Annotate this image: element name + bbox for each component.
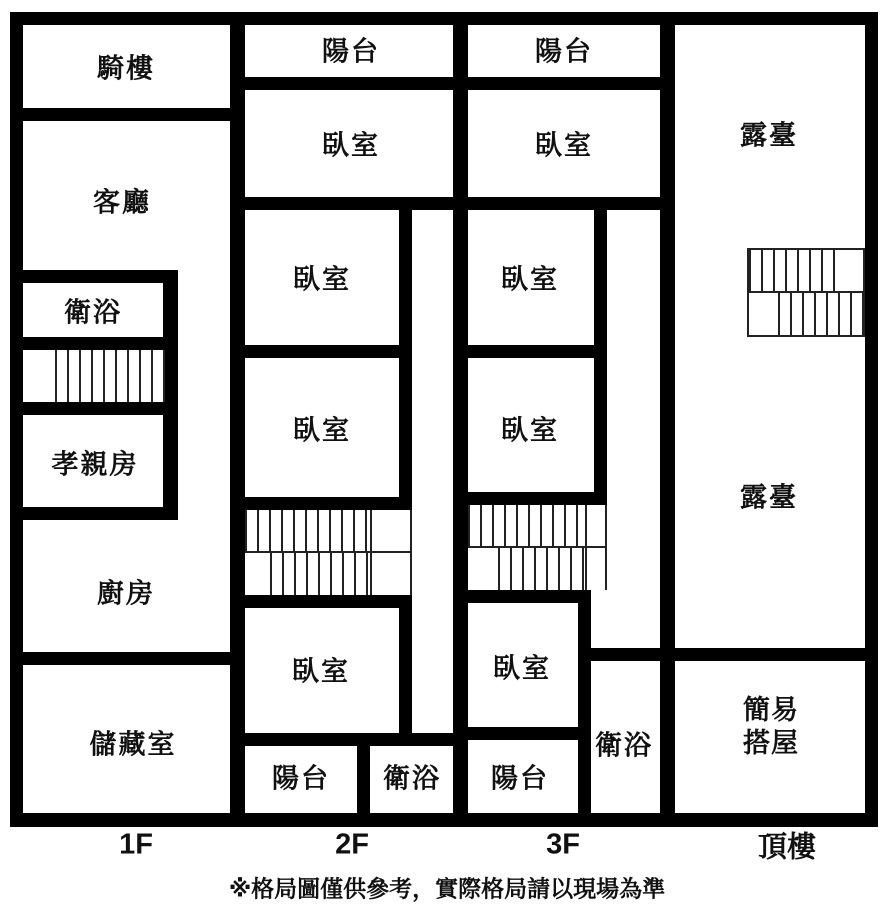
disclaimer-text: ※格局圖僅供參考，實際格局請以現場為準 xyxy=(228,875,666,902)
wall-outer-right xyxy=(865,12,878,827)
room-arcade: 騎樓 xyxy=(97,53,155,84)
wall-3f-stairs-top xyxy=(453,492,607,505)
wall-separator-1f-2f xyxy=(230,12,245,827)
room-bathroom-1f: 衛浴 xyxy=(64,297,122,328)
stairs-roof xyxy=(747,248,865,337)
floor-label-roof: 頂樓 xyxy=(757,831,817,864)
wall-2f-bedroom1-bottom xyxy=(238,197,460,210)
stairs-3f xyxy=(468,505,607,590)
stair-treads xyxy=(468,505,587,546)
stair-treads xyxy=(749,250,835,291)
wall-outer-top xyxy=(10,12,878,25)
wall-1f-bath-bottom xyxy=(15,337,170,350)
room-bedroom-2f-2: 臥室 xyxy=(293,264,351,295)
room-balcony-3f-top: 陽台 xyxy=(535,36,593,67)
stair-edge xyxy=(605,505,607,590)
floor-label-3f: 3F xyxy=(546,828,580,861)
wall-1f-living-bottom xyxy=(15,270,178,283)
wall-2f-bottomrow-top xyxy=(238,733,460,746)
room-balcony-2f-bottom: 陽台 xyxy=(272,763,330,794)
room-bathroom-3f: 衛浴 xyxy=(595,730,653,761)
wall-3f-stairs-bottom xyxy=(453,590,591,603)
room-bedroom-2f-4: 臥室 xyxy=(292,656,350,687)
room-storage: 儲藏室 xyxy=(89,729,177,760)
wall-3f-bedroom4-bottom xyxy=(453,727,591,740)
stair-treads xyxy=(270,553,372,595)
room-balcony-3f-bottom: 陽台 xyxy=(491,763,549,794)
stair-treads xyxy=(498,548,587,590)
wall-roof-shed-top xyxy=(660,648,878,661)
wall-1f-parents-bottom xyxy=(15,507,170,520)
wall-3f-corridor-left xyxy=(594,210,607,492)
wall-outer-left xyxy=(10,12,23,827)
floor-label-2f: 2F xyxy=(335,828,369,861)
room-terrace-upper: 露臺 xyxy=(740,120,798,151)
room-bedroom-3f-3: 臥室 xyxy=(501,415,559,446)
room-bedroom-3f-2: 臥室 xyxy=(501,264,559,295)
stair-treads xyxy=(778,293,865,335)
wall-3f-bedroom2-bottom xyxy=(453,345,607,358)
wall-2f-stairs-top xyxy=(238,497,412,510)
wall-3f-bedroom1-bottom xyxy=(453,197,675,210)
room-terrace-lower: 露臺 xyxy=(740,482,798,513)
stair-treads xyxy=(55,350,165,402)
wall-2f-stairs-bottom xyxy=(238,595,412,608)
wall-2f-balcony-bath-divider xyxy=(357,746,370,813)
wall-2f-balcony-bottom xyxy=(238,77,460,90)
wall-3f-balcony-bottom xyxy=(453,77,675,90)
room-bedroom-2f-1: 臥室 xyxy=(322,130,380,161)
room-shed: 簡易搭屋 xyxy=(743,695,799,758)
wall-2f-corridor-left xyxy=(399,210,412,497)
wall-1f-kitchen-bottom xyxy=(15,652,237,665)
wall-separator-2f-3f xyxy=(453,12,468,827)
floor-label-1f: 1F xyxy=(119,828,153,861)
wall-1f-arcade-bottom xyxy=(15,108,237,121)
room-balcony-2f-top: 陽台 xyxy=(322,36,380,67)
wall-2f-bedroom4-right xyxy=(399,608,412,733)
wall-1f-stairs-bottom xyxy=(15,402,170,415)
wall-1f-corridor-left xyxy=(163,270,178,520)
room-bedroom-2f-3: 臥室 xyxy=(293,415,351,446)
room-bedroom-3f-4: 臥室 xyxy=(493,653,551,684)
wall-separator-3f-roof xyxy=(660,12,675,827)
wall-3f-bedroom4-right xyxy=(578,603,591,813)
room-living-room: 客廳 xyxy=(93,187,151,218)
stairs-2f xyxy=(245,510,412,595)
stairs-1f xyxy=(23,350,163,402)
wall-2f-bedroom2-bottom xyxy=(238,345,412,358)
room-bedroom-3f-1: 臥室 xyxy=(535,130,593,161)
room-bathroom-2f: 衛浴 xyxy=(383,763,441,794)
wall-outer-bottom xyxy=(10,813,878,827)
stair-edge xyxy=(410,510,412,595)
room-parents-room: 孝親房 xyxy=(51,449,139,480)
room-kitchen: 廚房 xyxy=(97,578,155,609)
stair-treads xyxy=(245,510,372,551)
